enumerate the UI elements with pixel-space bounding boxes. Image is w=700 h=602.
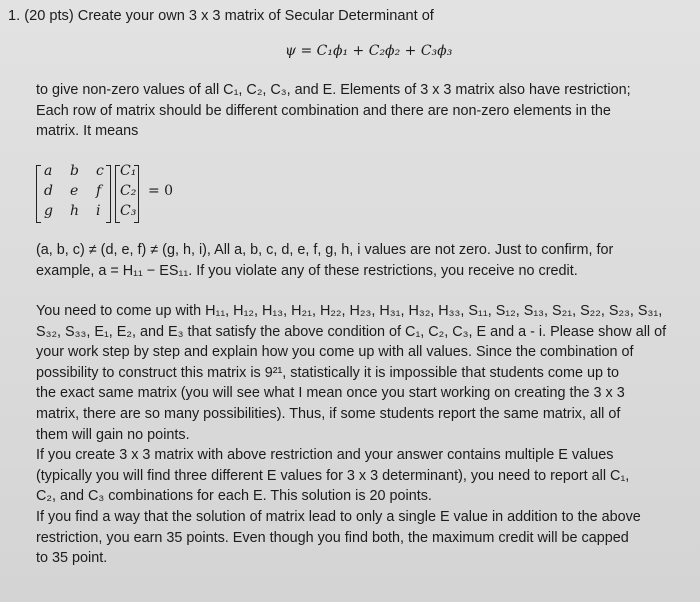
question-number: 1. — [8, 8, 21, 24]
instruction-line: C₂, and C₃ combinations for each E. This solution is 20 points. — [36, 488, 432, 505]
restriction-line: example, a = H₁₁ − ES₁₁. If you violate any of these restrictions, you receive no credit. — [36, 262, 578, 279]
matrix-cell: i — [96, 203, 101, 219]
wavefunction-equation — [285, 43, 452, 59]
instruction-line: If you find a way that the solution of matrix lead to only a single E value in addition to the above — [36, 508, 641, 525]
vector-right-bracket — [134, 165, 139, 223]
vector-cell: C₂ — [120, 183, 137, 199]
instruction-line: matrix, there are so many possibilities). Thus, if some students report the same matrix, all of — [36, 405, 621, 422]
equation-lhs: ψ — [285, 43, 296, 59]
restriction-line: (a, b, c) ≠ (d, e, f) ≠ (g, h, i), All a, b, c, d, e, f, g, h, i values are not zero. Just to confirm, for — [36, 242, 614, 258]
intro-paragraph — [36, 80, 676, 142]
vector-cell: C₁ — [120, 163, 137, 179]
intro-line: Each row of matrix should be different combination and there are non-zero elements in the — [36, 102, 611, 119]
instruction-line: restriction, you earn 35 points. Even though you find both, the maximum credit will be capped — [36, 529, 629, 546]
secular-determinant-matrix — [36, 163, 196, 225]
vector-cell: C₃ — [120, 203, 137, 219]
equals-zero: = 0 — [148, 183, 174, 199]
matrix-left-bracket — [36, 165, 41, 223]
question-points: (20 pts) — [24, 8, 74, 24]
instruction-line: If you create 3 x 3 matrix with above restriction and your answer contains multiple E values — [36, 447, 614, 464]
instruction-line: your work step by step and explain how you come up with all values. Since the combination of — [36, 344, 634, 361]
question-title: Create your own 3 x 3 matrix of Secular Determinant of — [77, 8, 434, 24]
intro-line: matrix. It means — [36, 123, 139, 140]
matrix-cell: a — [44, 163, 53, 179]
matrix-cell: d — [44, 183, 53, 199]
matrix-right-bracket — [106, 165, 111, 223]
instructions-paragraph — [36, 301, 676, 569]
equation-rhs: = C₁ϕ₁ + C₂ϕ₂ + C₃ϕ₃ — [300, 43, 453, 59]
question-header — [8, 6, 434, 26]
instruction-line: S₃₂, S₃₃, E₁, E₂, and E₃ that satisfy the above condition of C₁, C₂, C₃, E and a - i. Please show all of — [36, 323, 667, 340]
instruction-line: possibility to construct this matrix is 9²¹, statistically it is impossible that students come up to — [36, 364, 620, 381]
instruction-line: You need to come up with H₁₁, H₁₂, H₁₃, H₂₁, H₂₂, H₂₃, H₃₁, H₃₂, H₃₃, S₁₁, S₁₂, S₁₃, S₂₁, S₂₂, S₂₃, S₃₁, — [36, 303, 663, 319]
matrix-cell: c — [96, 163, 104, 179]
matrix-cell: f — [96, 183, 102, 199]
intro-line: to give non-zero values of all C₁, C₂, C₃, and E. Elements of 3 x 3 matrix also have restriction; — [36, 82, 631, 98]
matrix-cell: e — [70, 183, 79, 199]
instruction-line: them will gain no points. — [36, 426, 190, 443]
instruction-line: the exact same matrix (you will see what I mean once you start working on creating the 3 x 3 — [36, 385, 625, 402]
instruction-line: to 35 point. — [36, 550, 108, 567]
matrix-cell: h — [70, 203, 80, 219]
matrix-cell: b — [70, 163, 79, 179]
matrix-cell: g — [44, 203, 53, 219]
restriction-paragraph — [36, 240, 676, 281]
instruction-line: (typically you will find three different E values for 3 x 3 determinant), you need to report all C₁, — [36, 467, 630, 484]
